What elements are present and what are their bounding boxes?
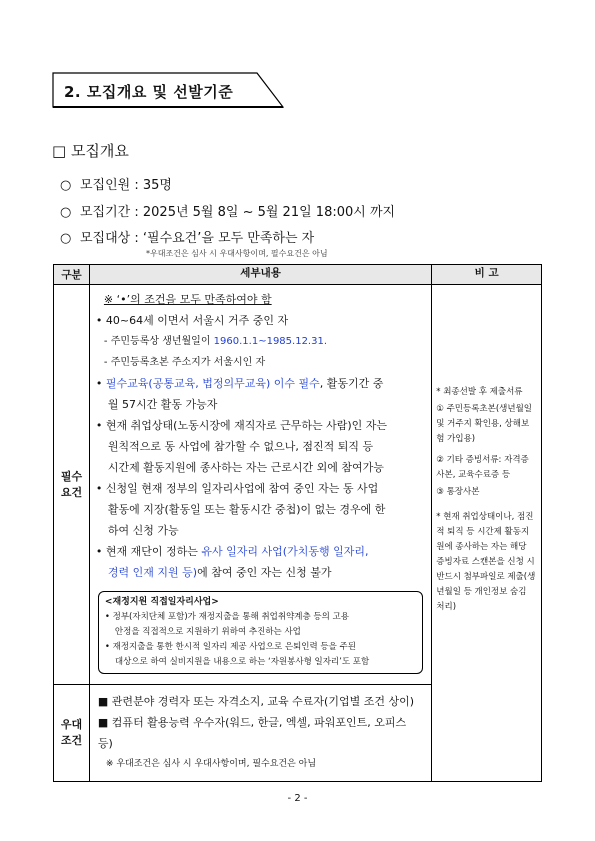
remarks-title: * 최종선발 후 제출서류 xyxy=(436,387,523,397)
remarks-item-2: ② 기타 증빙서류: 자격증 사본, 교육수료증 등 xyxy=(436,455,529,480)
remarks-employment-note: * 현재 취업상태이나, 점진적 퇴직 등 시간제 활동지원에 종사하는 자는 해당 증빙자료 스캔본을 신청 시 반드시 첨부파일로 제출(생년월일 등 개인정보 숨김 처리) xyxy=(436,512,536,612)
preferred-details xyxy=(89,685,431,782)
required-employment-1: • 현재 취업상태(노동시장에 재직자로 근무하는 사람)인 자는 xyxy=(95,419,387,432)
required-details xyxy=(89,285,431,685)
required-employment-2: 원칙적으로 동 사업에 참가할 수 없으나, 점진적 퇴직 등 xyxy=(107,440,374,453)
overview-item-headcount: ○ 모집인원 : 35명 xyxy=(60,178,172,193)
preferred-note: ※ 우대조건은 심사 시 우대사항이며, 필수요건은 아님 xyxy=(105,759,317,769)
required-govjob-1: • 신청일 현재 정부의 일자리사업에 참여 중인 자는 동 사업 xyxy=(95,482,379,495)
remarks-item-3: ③ 통장사본 xyxy=(436,487,480,497)
required-label: 필수 요건 xyxy=(54,285,90,685)
remarks-item-1: ① 주민등록초본(생년월일 및 거주지 확인용, 상해보험 가입용) xyxy=(436,404,533,444)
table-row-required xyxy=(54,285,542,685)
box-line-1: • 정부(자치단체 포함)가 재정지출을 통해 취업취약계층 등의 고용 xyxy=(104,612,349,622)
required-employment-3: 시간제 활동지원에 종사하는 자는 근로시간 외에 참여가능 xyxy=(107,461,384,474)
preferred-item-1: ■ 관련분야 경력자 또는 자격소지, 교육 수료자(기업별 조건 상이) xyxy=(97,695,415,708)
remarks-cell xyxy=(432,285,542,782)
required-intro: ※ ‘•’의 조건을 모두 만족하여야 함 xyxy=(103,293,272,306)
box-line-3: • 재정지출을 통한 한시적 일자리 제공 사업으로 은퇴인력 등을 주된 xyxy=(104,642,356,652)
section-title: 2. 모집개요 및 선발기준 xyxy=(64,83,234,101)
required-similar-1: • 현재 재단이 정하는 유사 일자리 사업(가치동행 일자리, xyxy=(95,545,369,558)
header-remarks: 비 고 xyxy=(432,265,542,285)
overview-title: □ 모집개요 xyxy=(52,142,129,160)
required-age: • 40~64세 이면서 서울시 거주 중인 자 xyxy=(95,314,289,327)
preferred-item-2: ■ 컴퓨터 활용능력 우수자(워드, 한글, 엑셀, 파워포인트, 오피스 등) xyxy=(97,716,407,750)
direct-job-info-box xyxy=(98,591,423,674)
required-govjob-2: 활동에 지장(활동일 또는 활동시간 중첩)이 없는 경우에 한 xyxy=(107,503,386,516)
required-govjob-3: 하여 신청 가능 xyxy=(107,524,179,537)
overview-item-period: ○ 모집기간 : 2025년 5월 8일 ~ 5월 21일 18:00시 까지 xyxy=(60,205,396,220)
overview-note: *우대조건은 심사 시 우대사항이며, 필수요건은 아님 xyxy=(146,249,328,258)
criteria-table xyxy=(53,264,542,782)
section-heading xyxy=(52,72,284,108)
required-education: • 필수교육(공통교육, 법정의무교육) 이수 필수, 활동기간 중 xyxy=(95,377,384,390)
box-line-4: 대상으로 하여 실비지원을 내용으로 하는 ‘자원봉사형 일자리’도 포함 xyxy=(114,657,370,667)
header-details: 세부내용 xyxy=(89,265,431,285)
required-hours: 월 57시간 활동 가능자 xyxy=(107,398,218,411)
page-number: - 2 - xyxy=(287,793,308,804)
header-category: 구분 xyxy=(54,265,90,285)
preferred-label: 우대 조건 xyxy=(54,685,90,782)
required-similar-2: 경력 인재 지원 등)에 참여 중인 자는 신청 불가 xyxy=(107,566,332,579)
overview-item-target: ○ 모집대상 : ‘필수요건’을 모두 만족하는 자 xyxy=(60,231,315,246)
required-address: - 주민등록초본 주소지가 서울시인 자 xyxy=(103,357,266,368)
box-line-2: 안정을 직접적으로 지원하기 위하여 추진하는 사업 xyxy=(114,627,301,637)
box-title: <재정지원 직접일자리사업> xyxy=(104,597,219,607)
table-header-row xyxy=(54,265,542,285)
required-birthdate: - 주민등록상 생년월일이 1960.1.1~1985.12.31. xyxy=(103,336,328,347)
